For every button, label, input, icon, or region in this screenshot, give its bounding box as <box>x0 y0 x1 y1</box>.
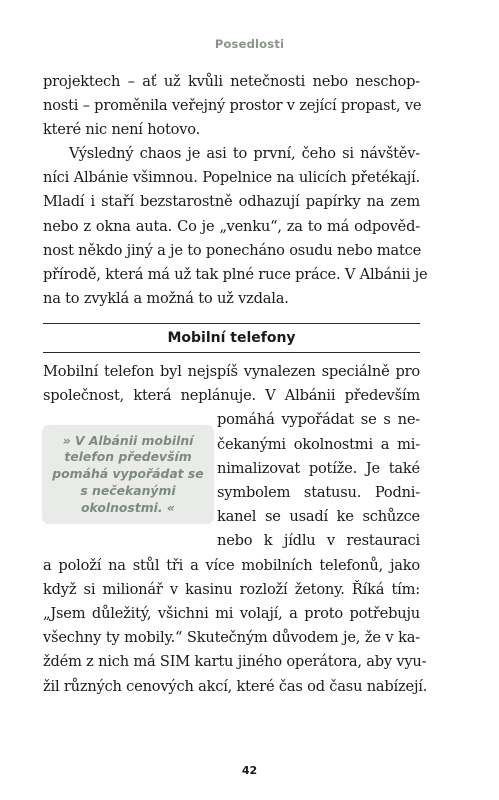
text-line: nebo z okna auta. Co je „venku“, za to má odpověd- <box>43 217 420 235</box>
text-line: přírodě, která má už tak plné ruce práce. V Albánii je <box>43 266 428 284</box>
running-head: Posedlosti <box>214 37 285 51</box>
pull-quote <box>42 425 214 524</box>
text-line: ždém z nich má SIM kartu jiného operátora, aby vyu- <box>43 653 427 671</box>
text-line: nosti – proměnila veřejný prostor v zející propast, ve <box>43 97 422 115</box>
text-line: všechny ty mobily.“ Skutečným důvodem je, že v ka- <box>43 629 420 647</box>
text-line: nost někdo jiný a je to ponecháno osudu nebo matce <box>43 241 422 259</box>
pull-quote-line: » V Albánii mobilní <box>62 432 194 448</box>
wrapped-text-block <box>217 408 420 553</box>
text-line: kanel se usadí ke schůzce <box>217 508 420 526</box>
text-line: na to zvyklá a možná to už vzdala. <box>43 290 289 308</box>
pull-quote-line: okolnostmi. « <box>81 499 175 515</box>
text-line: čekanými okolnostmi a mi- <box>217 435 420 453</box>
pull-quote-line: telefon především <box>64 449 192 465</box>
paragraph-2 <box>43 142 428 311</box>
text-line: Výsledný chaos je asi to první, čeho si návštěv- <box>69 145 420 162</box>
pull-quote-line: pomáhá vypořádat se <box>52 466 204 482</box>
text-line: a položí na stůl tři a více mobilních telefonů, jako <box>43 556 420 574</box>
text-line: nebo k jídlu v restauraci <box>217 532 420 550</box>
text-line: Mobilní telefon byl nejspíš vynalezen speciálně pro <box>43 363 420 380</box>
page-number: 42 <box>241 764 258 777</box>
paragraph-3 <box>43 360 428 699</box>
heading-top-rule <box>43 323 420 324</box>
text-line: Mladí i staří bezstarostně odhazují papírky na zem <box>43 193 420 211</box>
pull-quote-line: s nečekanými <box>80 482 176 498</box>
text-line: společnost, která neplánuje. V Albánii především <box>43 387 420 405</box>
text-line: nimalizovat potíže. Je také <box>217 459 420 477</box>
text-line: žil různých cenových akcí, které čas od času nabízejí. <box>43 677 428 695</box>
text-line: níci Albánie všimnou. Popelnice na ulicích přetékají. <box>43 169 420 187</box>
section-heading: Mobilní telefony <box>167 330 296 346</box>
text-line: symbolem statusu. Podni- <box>217 484 420 502</box>
text-line: projektech – ať už kvůli netečnosti nebo neschop- <box>43 73 420 90</box>
text-line: které nic není hotovo. <box>43 121 201 139</box>
heading-bottom-rule <box>43 352 420 353</box>
paragraph-1 <box>43 70 420 143</box>
text-line: pomáhá vypořádat se s ne- <box>217 411 420 429</box>
text-line: když si milionář v kasinu rozloží žetony. Říká tím: <box>43 580 420 598</box>
text-line: „Jsem důležitý, všichni mi volají, a proto potřebuju <box>43 605 420 623</box>
